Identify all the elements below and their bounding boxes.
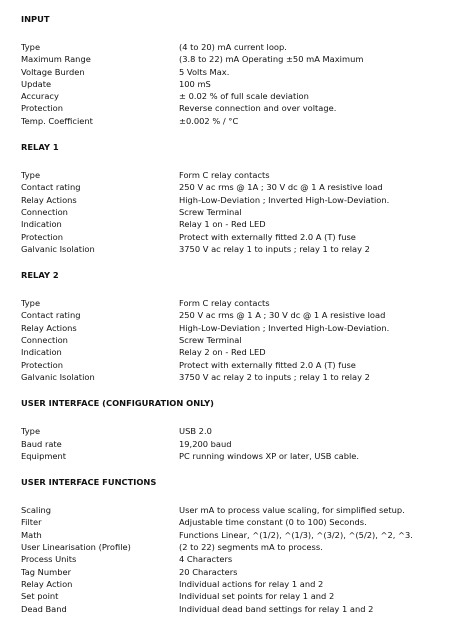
spec-value: Protect with externally fitted 2.0 A (T) fuse [179, 359, 356, 370]
spec-value: 250 V ac rms @ 1A ; 30 V dc @ 1 A resistive load [179, 182, 383, 193]
section-title: RELAY 1 [21, 142, 59, 153]
spec-value: Screw Terminal [179, 335, 242, 346]
spec-value: ±0.002 % / °C [179, 115, 239, 126]
spec-value: 3750 V ac relay 2 to inputs ; relay 1 to relay 2 [179, 371, 370, 382]
spec-row [21, 169, 471, 181]
spec-row [21, 206, 471, 218]
spec-row [21, 53, 471, 65]
spec-label: Voltage Burden [21, 66, 85, 77]
spec-row [21, 243, 471, 255]
spec-label: Baud rate [21, 438, 62, 449]
spec-row [21, 181, 471, 193]
spec-value: Functions Linear, ^(1/2), ^(1/3), ^(3/2), ^(5/2), ^2, ^3. [179, 529, 413, 540]
spec-label: Relay Action [21, 578, 73, 589]
spec-row [21, 194, 471, 206]
spec-row [21, 438, 471, 450]
spec-label: Protection [21, 231, 63, 242]
spec-row [21, 90, 471, 102]
spec-row [21, 309, 471, 321]
spec-table [21, 504, 471, 615]
spec-value: (2 to 22) segments mA to process. [179, 542, 323, 553]
spec-value: 100 mS [179, 78, 211, 89]
section-title: USER INTERFACE FUNCTIONS [21, 477, 157, 488]
spec-label: Update [21, 78, 52, 89]
spec-value: (3.8 to 22) mA Operating ±50 mA Maximum [179, 54, 364, 65]
spec-value: 5 Volts Max. [179, 66, 230, 77]
section-relay-1 [21, 140, 471, 255]
spec-label: Filter [21, 517, 42, 528]
spec-value: Relay 1 on - Red LED [179, 219, 266, 230]
spec-value: Adjustable time constant (0 to 100) Seconds. [179, 517, 367, 528]
spec-label: Maximum Range [21, 54, 91, 65]
spec-value: 20 Characters [179, 566, 238, 577]
spec-value: USB 2.0 [179, 426, 212, 437]
spec-value: Relay 2 on - Red LED [179, 347, 266, 358]
spec-row [21, 578, 471, 590]
spec-document [21, 12, 471, 628]
spec-row [21, 504, 471, 516]
spec-label: Scaling [21, 505, 52, 516]
spec-row [21, 334, 471, 346]
spec-label: Galvanic Isolation [21, 243, 95, 254]
spec-value: Individual set points for relay 1 and 2 [179, 591, 335, 602]
spec-value: High-Low-Deviation ; Inverted High-Low-Deviation. [179, 322, 390, 333]
spec-label: Connection [21, 206, 68, 217]
spec-value: User mA to process value scaling, for simplified setup. [179, 505, 405, 516]
section-user-interface-configuration [21, 396, 471, 462]
spec-label: Set point [21, 591, 59, 602]
spec-label: User Linearisation (Profile) [21, 542, 131, 553]
spec-table [21, 425, 471, 462]
spec-label: Math [21, 529, 42, 540]
spec-label: Relay Actions [21, 194, 77, 205]
spec-label: Protection [21, 359, 63, 370]
spec-row [21, 529, 471, 541]
spec-row [21, 425, 471, 437]
spec-label: Temp. Coefficient [21, 115, 93, 126]
spec-row [21, 603, 471, 615]
spec-row [21, 566, 471, 578]
spec-row [21, 231, 471, 243]
spec-label: Process Units [21, 554, 77, 565]
spec-value: Form C relay contacts [179, 170, 270, 181]
spec-label: Indication [21, 219, 62, 230]
spec-row [21, 66, 471, 78]
spec-label: Type [21, 170, 41, 181]
spec-label: Contact rating [21, 182, 81, 193]
spec-value: High-Low-Deviation ; Inverted High-Low-Deviation. [179, 194, 390, 205]
spec-label: Equipment [21, 450, 67, 461]
spec-label: Type [21, 426, 41, 437]
spec-row [21, 371, 471, 383]
spec-value: 19,200 baud [179, 438, 232, 449]
spec-label: Protection [21, 103, 63, 114]
spec-value: Screw Terminal [179, 206, 242, 217]
spec-row [21, 322, 471, 334]
section-relay-2 [21, 268, 471, 383]
spec-value: 3750 V ac relay 1 to inputs ; relay 1 to relay 2 [179, 243, 370, 254]
spec-value: Form C relay contacts [179, 298, 270, 309]
spec-row [21, 359, 471, 371]
spec-row [21, 102, 471, 114]
spec-row [21, 78, 471, 90]
spec-row [21, 516, 471, 528]
spec-row [21, 541, 471, 553]
spec-table [21, 41, 471, 127]
spec-label: Accuracy [21, 91, 59, 102]
spec-value: 4 Characters [179, 554, 233, 565]
spec-label: Galvanic Isolation [21, 371, 95, 382]
spec-row [21, 218, 471, 230]
spec-label: Contact rating [21, 310, 81, 321]
spec-label: Connection [21, 335, 68, 346]
section-title: USER INTERFACE (CONFIGURATION ONLY) [21, 398, 214, 409]
spec-row [21, 553, 471, 565]
spec-value: Individual actions for relay 1 and 2 [179, 578, 324, 589]
spec-value: (4 to 20) mA current loop. [179, 42, 287, 52]
spec-row [21, 346, 471, 358]
spec-row [21, 41, 471, 53]
spec-value: Reverse connection and over voltage. [179, 103, 337, 114]
section-title: INPUT [21, 14, 50, 24]
spec-value: 250 V ac rms @ 1 A ; 30 V dc @ 1 A resistive load [179, 310, 386, 321]
spec-table [21, 169, 471, 255]
spec-value: PC running windows XP or later, USB cable. [179, 450, 360, 461]
spec-value: ± 0.02 % of full scale deviation [179, 91, 309, 102]
section-title: RELAY 2 [21, 270, 59, 281]
section-input [21, 12, 471, 127]
spec-value: Individual dead band settings for relay 1 and 2 [179, 603, 374, 614]
spec-row [21, 590, 471, 602]
spec-label: Indication [21, 347, 62, 358]
spec-label: Dead Band [21, 603, 67, 614]
spec-label: Tag Number [21, 566, 72, 577]
spec-label: Type [21, 298, 41, 309]
section-user-interface-functions [21, 475, 471, 615]
spec-label: Type [21, 42, 41, 52]
spec-label: Relay Actions [21, 322, 77, 333]
spec-row [21, 297, 471, 309]
spec-table [21, 297, 471, 383]
spec-value: Protect with externally fitted 2.0 A (T) fuse [179, 231, 356, 242]
spec-row [21, 115, 471, 127]
spec-row [21, 450, 471, 462]
